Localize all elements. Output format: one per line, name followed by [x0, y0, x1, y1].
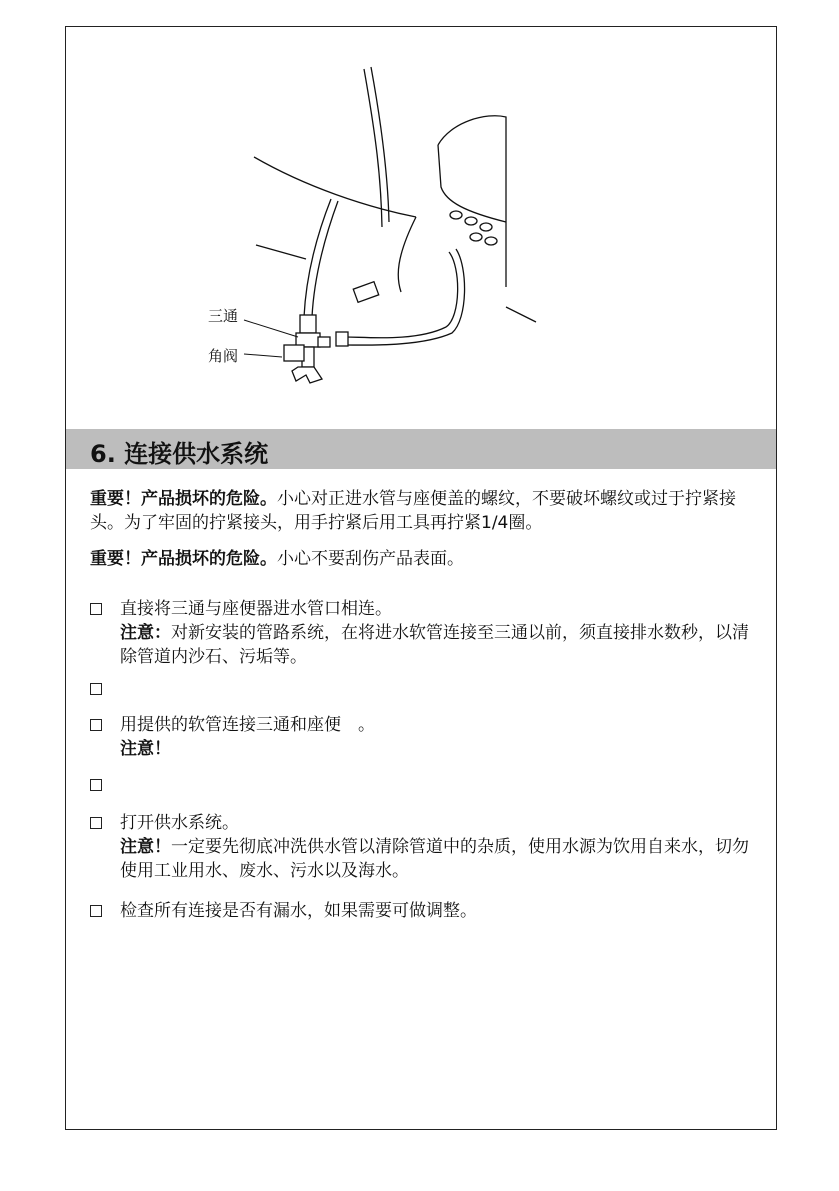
step-5-note-text: 一定要先彻底冲洗供水管以清除管道中的杂质，使用水源为饮用自来水，切勿使用工业用水、废水、污水以及海水。	[120, 837, 749, 881]
step-6-text: 检查所有连接是否有漏水，如果需要可做调整。	[120, 901, 477, 921]
step-3-text: 用提供的软管连接三通和座便 。	[120, 715, 375, 735]
step-3-note	[120, 737, 756, 761]
warning-1-text: 小心对正进水管与座便盖的螺纹，不要破坏螺纹或过于拧紧接头。为了牢固的拧紧接头，用手拧紧后用工具再拧紧1/4圈。	[90, 489, 736, 533]
callout-tee: 三通	[208, 307, 239, 325]
checkbox-icon	[90, 779, 102, 791]
warning-2-label: 重要！产品损坏的危险。	[90, 549, 277, 569]
step-1-note	[120, 621, 756, 669]
step-6	[90, 899, 756, 923]
step-5-text: 打开供水系统。	[120, 813, 239, 833]
step-3	[90, 713, 756, 761]
step-5-note	[120, 835, 756, 883]
step-2	[90, 677, 756, 701]
step-1-text: 直接将三通与座便器进水管口相连。	[120, 599, 392, 619]
step-1-note-label: 注意：	[120, 623, 171, 643]
step-3-note-label: 注意！	[120, 739, 171, 759]
checkbox-icon	[90, 905, 102, 917]
step-4	[90, 773, 756, 797]
checkbox-icon	[90, 719, 102, 731]
step-1-note-text: 对新安装的管路系统，在将进水软管连接至三通以前，须直接排水数秒，以清除管道内沙石、污垢等。	[120, 623, 749, 667]
installation-illustration	[66, 27, 778, 427]
step-5	[90, 811, 756, 883]
warning-1-label: 重要！产品损坏的危险。	[90, 489, 277, 509]
callout-angle-valve: 角阀	[208, 347, 239, 365]
section-title: 6. 连接供水系统	[90, 440, 269, 468]
checkbox-icon	[90, 817, 102, 829]
checkbox-icon	[90, 603, 102, 615]
warning-2	[90, 547, 756, 571]
step-5-note-label: 注意！	[120, 837, 171, 857]
warning-2-text: 小心不要刮伤产品表面。	[277, 549, 464, 569]
warning-1	[90, 487, 756, 535]
page-frame	[65, 26, 777, 1130]
section-header	[66, 429, 776, 469]
checkbox-icon	[90, 683, 102, 695]
step-1	[90, 597, 756, 669]
